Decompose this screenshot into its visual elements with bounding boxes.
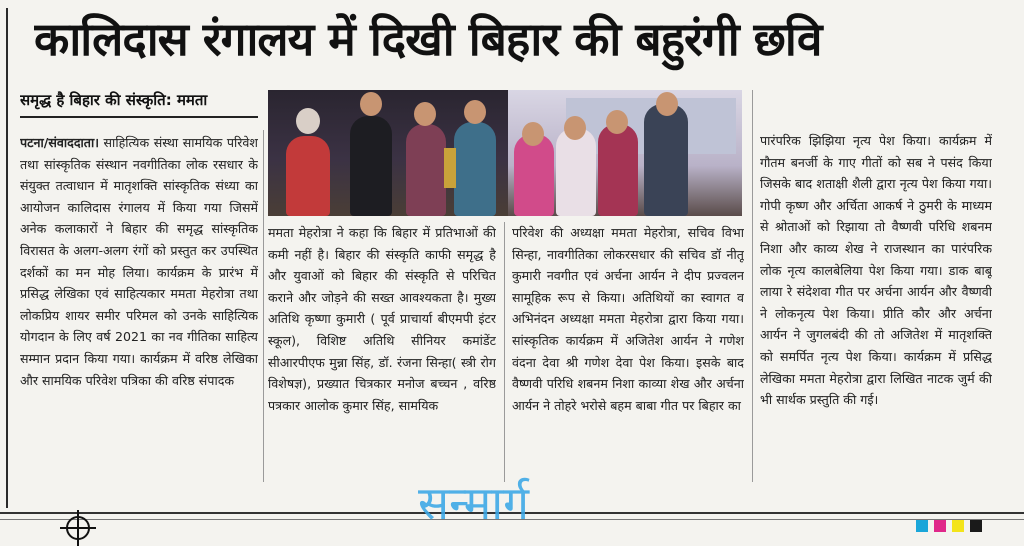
person-figure [514,134,554,216]
person-head [360,92,382,116]
person-head [564,116,586,140]
dateline: पटना/संवाददाता। [20,135,99,150]
column-divider [504,222,505,482]
article-column-2: ममता मेहरोत्रा ने कहा कि बिहार में प्रतिभाओं की कमी नहीं है। बिहार की संस्कृति काफी समृद्ध है और युवाओं को बिहार की संस्कृति से परिचित कराने और जोड़ने की सख्त आवश्यकता है। मुख्य अतिथि कृष्णा कुमारी ( पूर्व प्राचार्या बीएमपी इंटर स्कूल), विशिष्ट अतिथि सीनियर कमांडेंट सीआरपीएफ मुन्ना सिंह, डॉ. रंजना सिन्हा( स्त्री रोग विशेषज्ञ), प्रख्यात चित्रकार मनोज बच्चन , वरिष्ठ पत्रकार आलोक कुमार सिंह, सामयिक [268,225,496,413]
color-swatch-black [970,520,982,532]
person-head [656,92,678,116]
left-margin-rule [6,8,8,508]
registration-mark-icon [60,510,96,546]
person-head [522,122,544,146]
person-figure [350,116,392,216]
person-figure [454,122,496,216]
subheadline: समृद्ध है बिहार की संस्कृति: ममता [20,91,208,109]
color-swatch-magenta [934,520,946,532]
person-figure [644,104,688,216]
column-1-text: साहित्यिक संस्था सामयिक परिवेश तथा सांस्कृतिक संस्थान नवगीतिका लोक रसधार के संयुक्त तत्वाधान में मातृशक्ति सांस्कृतिक संध्या का आयोजन कालिदास रंगालय में किया गया जिसमें अनेक कलाकारों ने बिहार की समृद्ध सांस्कृतिक विरासत के अलग-अलग रंगों को प्रस्तुत कर उपस्थित दर्शकों का मन मोह लिया। कार्यक्रम के प्रारंभ में प्रसिद्ध लेखिका एवं साहित्यकार ममता मेहरोत्रा तथा लोकप्रिय शायर समीर परिमल को उनके साहित्यिक योगदान के लिए वर्ष 2021 का नव गीतिका साहित्य सम्मान प्रदान किया गया। कार्यक्रम में वरिष्ठ लेखिका और सामयिक परिवेश पत्रिका की वरिष्ठ संपादक [20,135,258,388]
color-swatch-cyan [916,520,928,532]
person-figure [406,124,446,216]
event-photo-right [508,90,742,216]
subhead-rule [20,116,258,118]
person-head [606,110,628,134]
column-divider [263,130,264,482]
person-head [464,100,486,124]
color-swatch-yellow [952,520,964,532]
newspaper-watermark: सन्मार्ग [418,476,530,530]
person-figure [286,136,330,216]
article-column-4: पारंपरिक झिझिया नृत्य पेश किया। कार्यक्रम में गौतम बनर्जी के गाए गीतों को सब ने पसंद किया जिसके बाद शताक्षी शैली द्वारा नृत्य पेश किया गया। गोपी कृष्ण और अर्चिता आकर्ष ने ठुमरी के माध्यम से श्रोताओं को रिझाया तो वैष्णवी परिधि शबनम निशा और काव्य शेख ने राजस्थान का पारंपरिक लोक नृत्य कालबेलिया पेश किया गया। डाक बाबू लाया रे संदेशवा गीत पर अर्चना आर्यन और वैष्णवी ने लोकनृत्य पेश किया। प्रीति कौर और अर्चना आर्यन ने जुगलबंदी की तो अजितेश में मातृशक्ति को समर्पित नृत्य पेश किया। कार्यक्रम में प्रसिद्ध लेखिका ममता मेहरोत्रा द्वारा लिखित नाटक जुर्म की भी सार्थक प्रस्तुति की गई। [760,133,992,408]
lamp-icon [444,148,456,188]
headline: कालिदास रंगालय में दिखी बिहार की बहुरंगी छवि [34,12,822,66]
article-column-1 [20,132,258,482]
person-head [296,108,320,134]
column-divider [752,90,753,482]
article-column-3: परिवेश की अध्यक्षा ममता मेहरोत्रा, सचिव विभा सिन्हा, नावगीतिका लोकरसधार की सचिव डॉ नीतू कुमारी नवगीत एवं अर्चना आर्यन ने दीप प्रज्वलन सामूहिक रूप से किया। अतिथियों का स्वागत व अभिनंदन अध्यक्षा ममता मेहरोत्रा द्वारा किया गया। सांस्कृतिक कार्यक्रम में अजितेश आर्यन ने गणेश वंदना देवा श्री गणेश देवा पेश किया। इसके बाद वैष्णवी परिधि शबनम निशा काव्या शेख और अर्चना आर्यन ने तोहरे भरोसे बहम बाबा गीत पर बिहार का [512,225,744,413]
person-figure [598,124,638,216]
person-head [414,102,436,126]
event-photo-left [268,90,508,216]
person-figure [556,128,596,216]
